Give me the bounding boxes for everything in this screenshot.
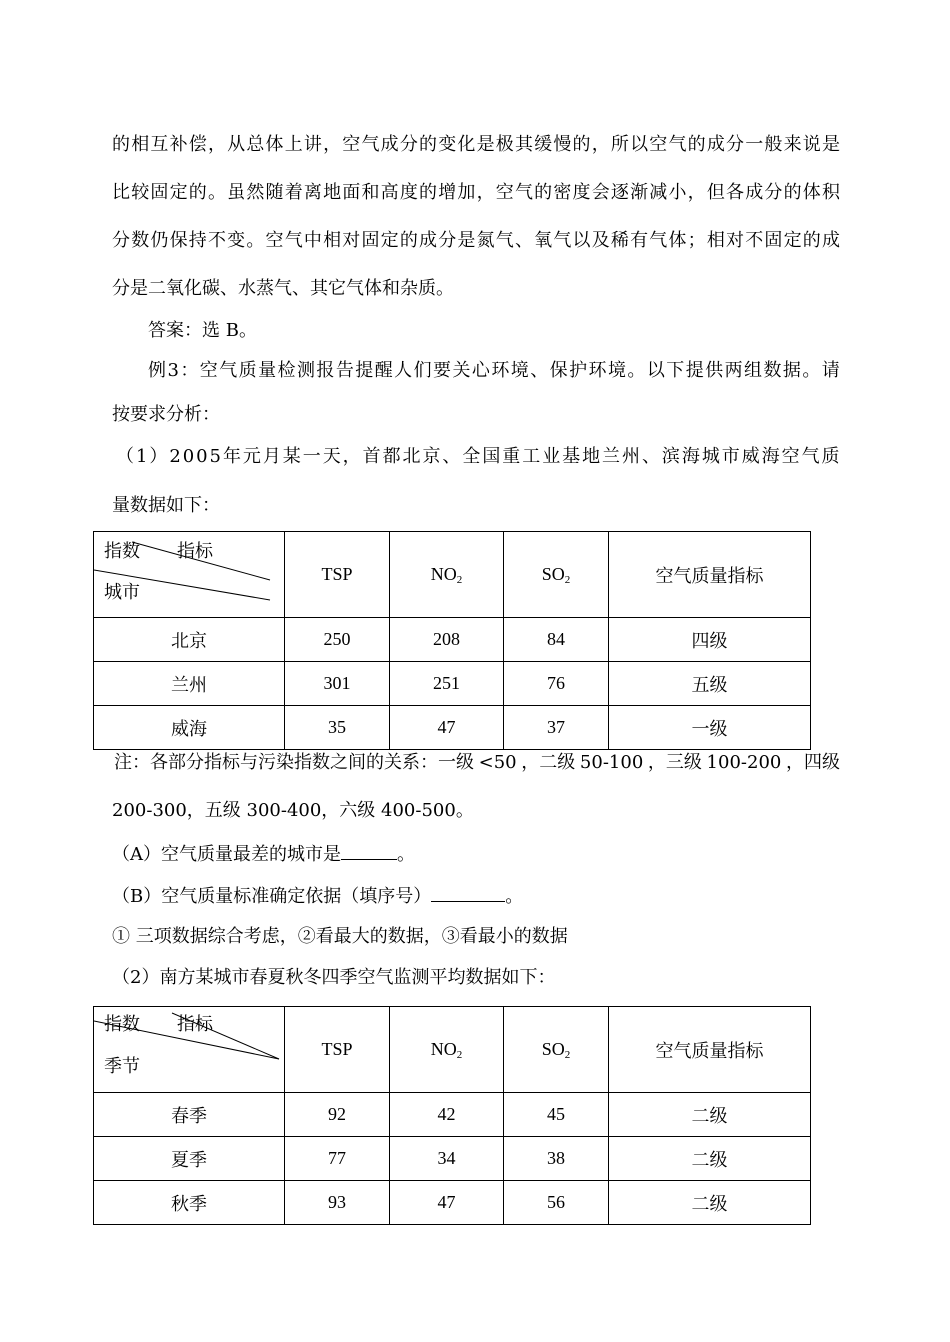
text-segment: 来 [783,134,802,155]
so2-cell: 76 [504,662,609,706]
no2-cell: 47 [390,706,504,750]
text-segment: 。 [802,360,821,381]
corner-label-index: 指数 [104,1014,140,1035]
text-segment: 保 [169,230,188,251]
text-segment: 成 [380,134,399,155]
season-cell: 夏季 [94,1137,285,1181]
text-segment: 空 [781,446,800,467]
text-segment: 3 [167,360,179,381]
text-segment: 补 [169,134,188,155]
level-cell: 四级 [609,618,811,662]
text-segment: 面 [342,182,361,203]
table-row [94,662,811,706]
text-segment: 虽 [227,182,246,203]
paragraph-line: 按要求分析： [112,404,220,425]
text-segment: 固 [361,230,380,251]
text-segment: 的 [188,182,207,203]
text-segment: 从 [227,134,246,155]
text-segment: 对 [726,230,744,251]
no2-cell: 208 [390,618,504,662]
text-segment: 度 [399,182,418,203]
text-segment: 成 [706,134,725,155]
text-segment: 小 [668,182,687,203]
text-segment: 环 [491,360,510,381]
text-segment: 国 [482,446,501,467]
text-segment: 全 [462,446,481,467]
text-segment: 及 [591,230,610,251]
text-segment: 不 [207,230,226,251]
so2-cell: 84 [504,618,609,662]
text-segment: 氮 [476,230,495,251]
answer-blank-b[interactable] [431,883,505,902]
text-segment: 稀 [610,230,629,251]
paragraph-line: 量数据如下： [112,495,220,516]
text-segment: 的 [802,230,821,251]
answer-blank-a[interactable] [341,841,397,860]
question-b-text: （B）空气质量标准确定依据（填序号） [112,886,432,907]
text-segment: 上 [284,134,303,155]
text-segment: 定 [169,182,188,203]
text-segment: 增 [438,182,457,203]
text-segment: <50 [478,752,517,773]
text-segment: 分 [764,182,783,203]
header-tsp: TSP [285,1007,390,1093]
text-segment: 的 [112,134,130,155]
text-segment: 50-100 [579,752,644,773]
text-segment: 是 [457,230,476,251]
corner-header-cell [94,532,285,618]
text-segment: 告 [335,360,354,381]
text-segment: 固 [150,182,169,203]
paragraph-line [112,181,840,205]
header-quality: 空气质量指标 [609,1007,811,1093]
table-row [94,618,811,662]
text-segment: 持 [188,230,207,251]
text-segment: 气 [219,360,238,381]
text-segment: 气 [553,230,572,251]
text-segment: 体 [265,134,284,155]
text-segment: 的 [534,182,553,203]
text-segment: 注：各部分指标与污染指数之间的关系：一级 [114,752,474,773]
text-segment: 0 [196,446,208,467]
level-cell: 二级 [609,1181,811,1225]
text-segment: 气 [495,230,514,251]
text-segment: 减 [649,182,668,203]
text-segment: 分 [438,230,457,251]
so2-cell: 45 [504,1093,609,1137]
table-row [94,1137,811,1181]
text-segment: 是 [821,134,840,155]
text-segment: 威 [741,446,760,467]
text-segment: 提 [685,360,704,381]
text-segment: 、 [514,230,533,251]
text-segment: 渐 [630,182,649,203]
tsp-cell: 301 [285,662,390,706]
text-segment: 组 [744,360,763,381]
header-so2: $SO_2$ [504,1007,609,1093]
text-segment: 加 [457,182,476,203]
table-row [94,706,811,750]
text-segment: 成 [821,230,840,251]
table-row [94,1093,811,1137]
text-segment: 气 [668,134,687,155]
text-segment: 关 [452,360,471,381]
text-segment: 海 [681,446,700,467]
text-segment: 对 [342,230,361,251]
text-segment: 州 [622,446,640,467]
text-segment: 心 [471,360,490,381]
header-quality: 空气质量指标 [609,532,811,618]
so2-cell: 38 [504,1137,609,1181]
text-segment: 中 [303,230,322,251]
text-segment: 较 [131,182,150,203]
text-segment: 北 [402,446,421,467]
text-segment: 高 [380,182,399,203]
text-segment: ， [591,134,610,155]
text-segment: 、 [641,446,660,467]
text-segment: 会 [591,182,610,203]
text-segment: 互 [150,134,169,155]
text-segment: 地 [323,182,342,203]
text-segment: 的 [572,134,591,155]
no2-cell: 47 [390,1181,504,1225]
corner-label-metric: 指标 [177,1014,213,1035]
options-line: ① 三项数据综合考虑，②看最大的数据，③看最小的数据 [112,926,568,947]
text-segment: 空 [342,134,361,155]
text-segment: 的 [399,230,418,251]
level-cell: 五级 [609,662,811,706]
text-segment: 质 [821,446,840,467]
text-segment: 密 [553,182,572,203]
text-segment: 元 [242,446,261,467]
paragraph-line [112,229,840,253]
text-segment: 报 [316,360,335,381]
text-segment: 下 [666,360,685,381]
text-segment: 都 [382,446,401,467]
text-segment: 某 [282,446,301,467]
text-segment: ，二级 [521,752,576,773]
note-line: 200-300，五级 300-400，六级 400-500。 [112,800,474,821]
text-segment: 保 [549,360,568,381]
text-segment: 们 [413,360,432,381]
text-segment: 空 [199,360,218,381]
corner-label-index: 指数 [104,541,140,562]
question-1-line [116,445,840,469]
text-segment: 和 [361,182,380,203]
text-segment: 是 [476,134,495,155]
text-segment: 据 [782,360,801,381]
text-segment: ； [687,230,706,251]
text-segment: 两 [724,360,743,381]
no2-cell: 42 [390,1093,504,1137]
text-segment: 境 [607,360,626,381]
text-segment: 供 [705,360,724,381]
text-segment: 测 [296,360,315,381]
question-2-line: （2）南方某城市春夏秋冬四季空气监测平均数据如下： [112,967,556,988]
text-segment: 气 [801,446,820,467]
text-segment: 仍 [150,230,169,251]
text-segment: 总 [246,134,265,155]
text-segment: 。 [627,360,646,381]
text-segment: 重 [502,446,521,467]
season-cell: 秋季 [94,1181,285,1225]
text-segment: 其 [514,134,533,155]
text-segment: 业 [542,446,561,467]
text-segment: 一 [302,446,321,467]
no2-cell: 251 [390,662,504,706]
text-segment: 极 [495,134,514,155]
text-segment: 一 [745,134,764,155]
text-segment: 固 [764,230,783,251]
table-row [94,1181,811,1225]
tsp-cell: 92 [285,1093,390,1137]
text-segment: 醒 [374,360,393,381]
text-segment: 0 [182,446,195,467]
paragraph-line [112,133,840,157]
text-segment: 所 [610,134,629,155]
question-b: （B）空气质量标准确定依据（填序号） 。 [112,883,840,909]
question-a: （A）空气质量最差的城市是 。 [112,841,840,867]
text-segment: 逐 [610,182,629,203]
corner-label-metric: 指标 [177,541,213,562]
text-segment: 5 [209,446,221,467]
text-segment: 100-200 [706,752,782,773]
text-segment: 年 [222,446,241,467]
header-no2: $NO_2$ [390,532,504,618]
text-segment: 变 [227,230,246,251]
text-segment: ， [323,134,342,155]
note-line [114,751,840,775]
level-cell: 二级 [609,1093,811,1137]
text-segment: ，四级 [785,752,840,773]
text-segment: 市 [721,446,740,467]
text-segment: 海 [761,446,780,467]
table-header-row [94,532,811,618]
table-header-row [94,1007,811,1093]
text-segment: 随 [265,182,284,203]
text-segment: 各 [726,182,744,203]
text-segment: 京 [422,446,441,467]
text-segment: 基 [562,446,581,467]
question-a-text: （A）空气质量最差的城市是 [112,844,341,865]
text-segment: 体 [802,182,821,203]
header-no2: $NO_2$ [390,1007,504,1093]
text-segment: 定 [783,230,802,251]
text-segment: 2 [169,446,181,467]
text-segment: 的 [419,182,437,203]
text-segment: 人 [394,360,413,381]
text-segment: 分 [726,134,744,155]
text-segment: 空 [265,230,284,251]
text-segment: 空 [495,182,514,203]
text-segment: 但 [706,182,725,203]
text-segment: ， [207,134,226,155]
text-segment: 定 [380,230,399,251]
text-segment: 氧 [534,230,553,251]
text-segment: 气 [284,230,303,251]
no2-cell: 34 [390,1137,504,1181]
text-segment: 的 [687,134,706,155]
text-segment: 兰 [602,446,621,467]
answer-line: 答案：选 B。 [148,320,257,341]
season-cell: 春季 [94,1093,285,1137]
text-segment: 量 [258,360,277,381]
text-segment: 以 [630,134,649,155]
text-segment: 离 [303,182,322,203]
text-segment: 缓 [534,134,553,155]
text-segment: 度 [572,182,591,203]
text-segment: 的 [419,134,437,155]
text-segment: 分 [112,230,130,251]
level-cell: 一级 [609,706,811,750]
text-segment: （ [116,446,134,467]
text-segment: ， [687,182,706,203]
header-tsp: TSP [285,532,390,618]
text-segment: 的 [783,182,802,203]
text-segment: 偿 [188,134,207,155]
air-quality-table-cities [93,531,811,750]
text-segment: 天 [322,446,341,467]
text-segment: 。 [246,230,265,251]
text-segment: 讲 [303,134,322,155]
text-segment: 。 [207,182,226,203]
corner-header-cell [94,1007,285,1093]
text-segment: 、 [530,360,549,381]
text-segment: 般 [764,134,783,155]
text-segment: 变 [438,134,457,155]
text-segment: ，三级 [647,752,702,773]
text-segment: 数 [131,230,150,251]
tsp-cell: 35 [285,706,390,750]
tsp-cell: 250 [285,618,390,662]
text-segment: 、 [442,446,461,467]
text-segment: 城 [701,446,720,467]
corner-label-season: 季节 [104,1056,140,1077]
corner-label-city: 城市 [104,582,140,603]
text-segment: 着 [284,182,303,203]
so2-cell: 37 [504,706,609,750]
text-segment: 境 [510,360,529,381]
text-segment: 体 [668,230,687,251]
paragraph-line: 分是二氧化碳、水蒸气、其它气体和杂质。 [112,278,454,299]
text-segment: 月 [262,446,281,467]
text-segment: 数 [763,360,782,381]
tsp-cell: 77 [285,1137,390,1181]
text-segment: 质 [238,360,257,381]
city-cell: 威海 [94,706,285,750]
text-segment: 有 [630,230,649,251]
text-segment: 化 [457,134,476,155]
text-segment: ， [342,446,361,467]
text-segment: 提 [355,360,374,381]
text-segment: 地 [582,446,601,467]
text-segment: 空 [649,134,668,155]
text-segment: 相 [323,230,342,251]
text-segment: 成 [419,230,437,251]
tsp-cell: 93 [285,1181,390,1225]
text-segment: 1 [135,446,148,467]
text-segment: 积 [821,182,840,203]
text-segment: ， [476,182,495,203]
text-segment: 相 [706,230,725,251]
air-quality-table-seasons [93,1006,811,1225]
text-segment: 滨 [661,446,680,467]
text-segment: 以 [572,230,591,251]
text-segment: 气 [514,182,533,203]
text-segment: ： [180,360,199,381]
text-segment: 以 [646,360,665,381]
text-segment: 首 [362,446,381,467]
text-segment: ） [149,446,168,467]
city-cell: 北京 [94,618,285,662]
text-segment: 慢 [553,134,572,155]
text-segment: 气 [361,134,380,155]
text-segment: 工 [522,446,541,467]
text-segment: 要 [433,360,452,381]
text-segment: 气 [649,230,668,251]
text-segment: 例 [148,360,166,381]
text-segment: 分 [399,134,418,155]
header-so2: $SO_2$ [504,532,609,618]
example-heading [148,359,840,383]
text-segment: 不 [745,230,764,251]
text-segment: 环 [588,360,607,381]
text-segment: 比 [112,182,130,203]
text-segment: 相 [131,134,150,155]
text-segment: 说 [802,134,821,155]
text-segment: 然 [246,182,265,203]
text-segment: 护 [569,360,588,381]
text-segment: 请 [821,360,840,381]
text-segment: 检 [277,360,296,381]
text-segment: 成 [745,182,764,203]
so2-cell: 56 [504,1181,609,1225]
city-cell: 兰州 [94,662,285,706]
level-cell: 二级 [609,1137,811,1181]
